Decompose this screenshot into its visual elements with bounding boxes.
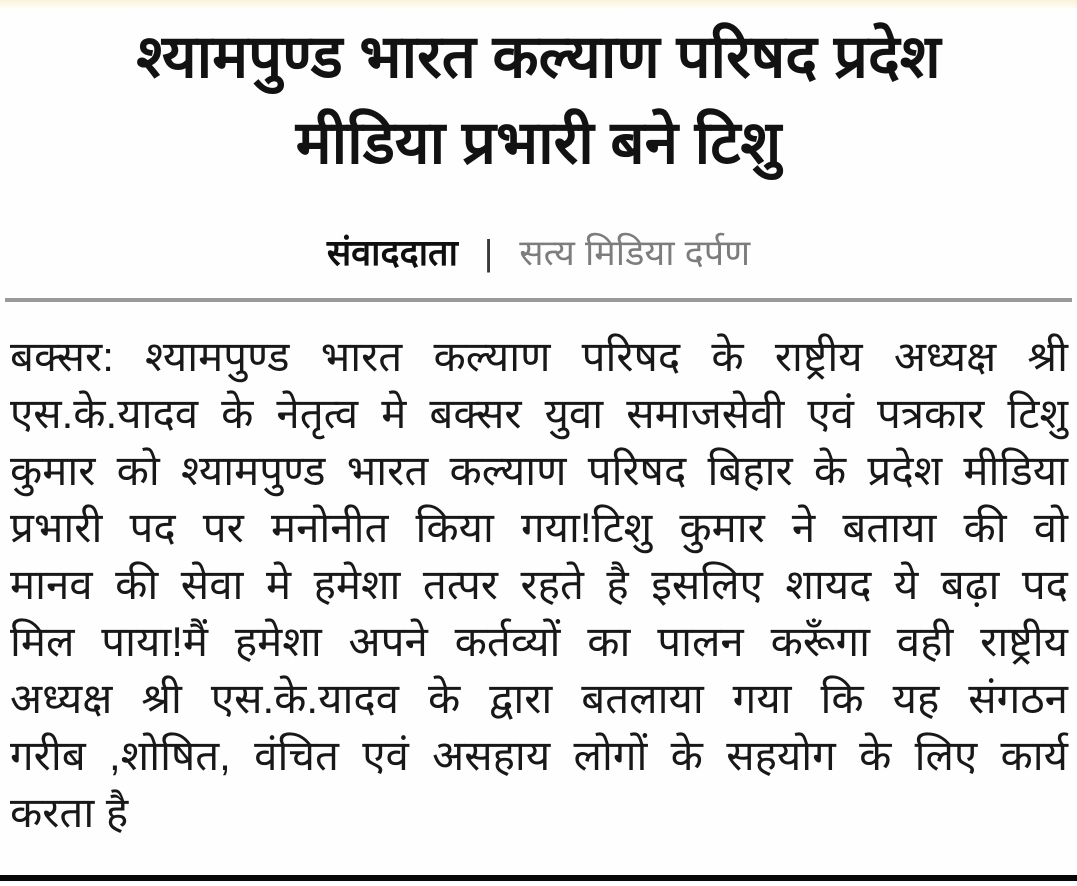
body-line: एस.के.यादव के नेतृत्व मे बक्सर युवा समाजसेवी एवं पत्रकार टिशु — [10, 390, 1068, 437]
byline-separator: | — [483, 232, 494, 273]
top-edge-band — [0, 0, 1077, 10]
body-line: बक्सर: श्यामपुण्ड भारत कल्याण परिषद के राष्ट्रीय अध्यक्ष श्री — [10, 333, 1068, 380]
byline-source-name: सत्य मिडिया दर्पण — [519, 232, 751, 273]
body-line: गरीब ,शोषित, वंचित एवं असहाय लोगों के सहयोग के लिए कार्य — [10, 732, 1068, 779]
bottom-border-rule — [0, 875, 1077, 881]
body-line: मिल पाया!मैं हमेशा अपने कर्तव्यों का पालन करूँगा वही राष्ट्रीय — [10, 618, 1068, 665]
byline-reporter-label: संवाददाता — [326, 232, 458, 273]
body-line-last: करता है — [10, 789, 129, 836]
article-headline — [0, 14, 1077, 186]
headline-line-2: मीडिया प्रभारी बने टिशु — [295, 109, 782, 176]
byline — [0, 222, 1077, 284]
headline-line-1: श्यामपुण्ड भारत कल्याण परिषद प्रदेश — [136, 23, 941, 90]
body-line: अध्यक्ष श्री एस.के.यादव के द्वारा बतलाया गया कि यह संगठन — [10, 675, 1068, 722]
body-line: कुमार को श्यामपुण्ड भारत कल्याण परिषद बिहार के प्रदेश मीडिया — [10, 447, 1068, 494]
body-line: मानव की सेवा मे हमेशा तत्पर रहते है इसलिए शायद ये बढ़ा पद — [10, 561, 1068, 608]
body-line: प्रभारी पद पर मनोनीत किया गया!टिशु कुमार ने बताया की वो — [10, 504, 1068, 551]
article-body — [10, 328, 1068, 841]
byline-divider-rule — [5, 298, 1072, 302]
